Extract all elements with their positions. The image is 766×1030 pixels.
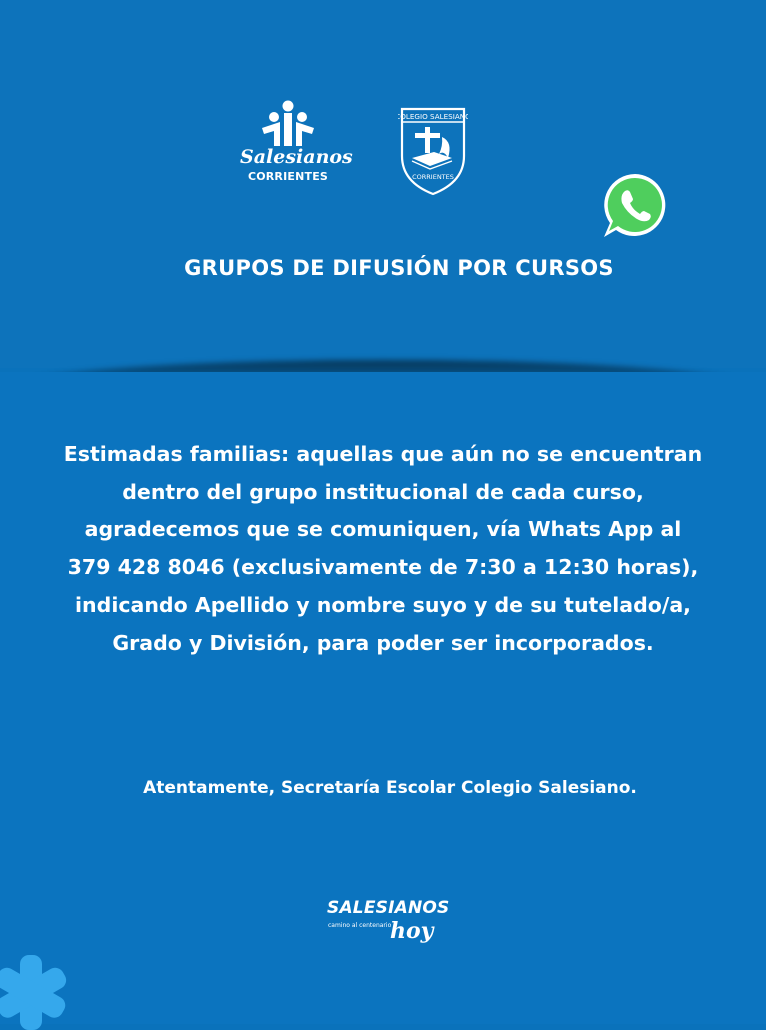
salesianos-hoy-logo: [322, 896, 450, 952]
colegio-salesiano-logo: [398, 106, 468, 196]
footer-logo-tagline: camino al centenario: [328, 922, 392, 929]
whatsapp-icon: [599, 170, 671, 242]
salesianos-corrientes-logo: [240, 100, 353, 190]
page-title: GRUPOS DE DIFUSIÓN POR CURSOS: [184, 256, 614, 280]
footer-logo-hoy: hoy: [390, 918, 434, 944]
colegio-shield-icon: [398, 106, 468, 196]
signoff-text: Atentamente, Secretaría Escolar Colegio Salesiano.: [143, 778, 637, 798]
blue-star-decoration: [0, 955, 72, 1030]
colegio-bottom-text: CORRIENTES: [412, 173, 454, 181]
colegio-top-text: COLEGIO SALESIANO: [398, 112, 468, 121]
logo-script-text: Salesianos: [240, 146, 353, 168]
announcement-message: Estimadas familias: aquellas que aún no se encuentran dentro del grupo institucional de cada curso, agradecemos que se comuniquen, vía Whats App al 379 428 8046 (exclusivamente de 7:30 a 12:30 horas), indicando Apellido y nombre suyo y de su tutelado/a, Grado y División, para poder ser incorporados.: [63, 442, 703, 655]
salesianos-people-icon: [240, 100, 336, 150]
logo-place-text: CORRIENTES: [247, 170, 329, 183]
footer-logo-name: SALESIANOS: [327, 898, 450, 918]
